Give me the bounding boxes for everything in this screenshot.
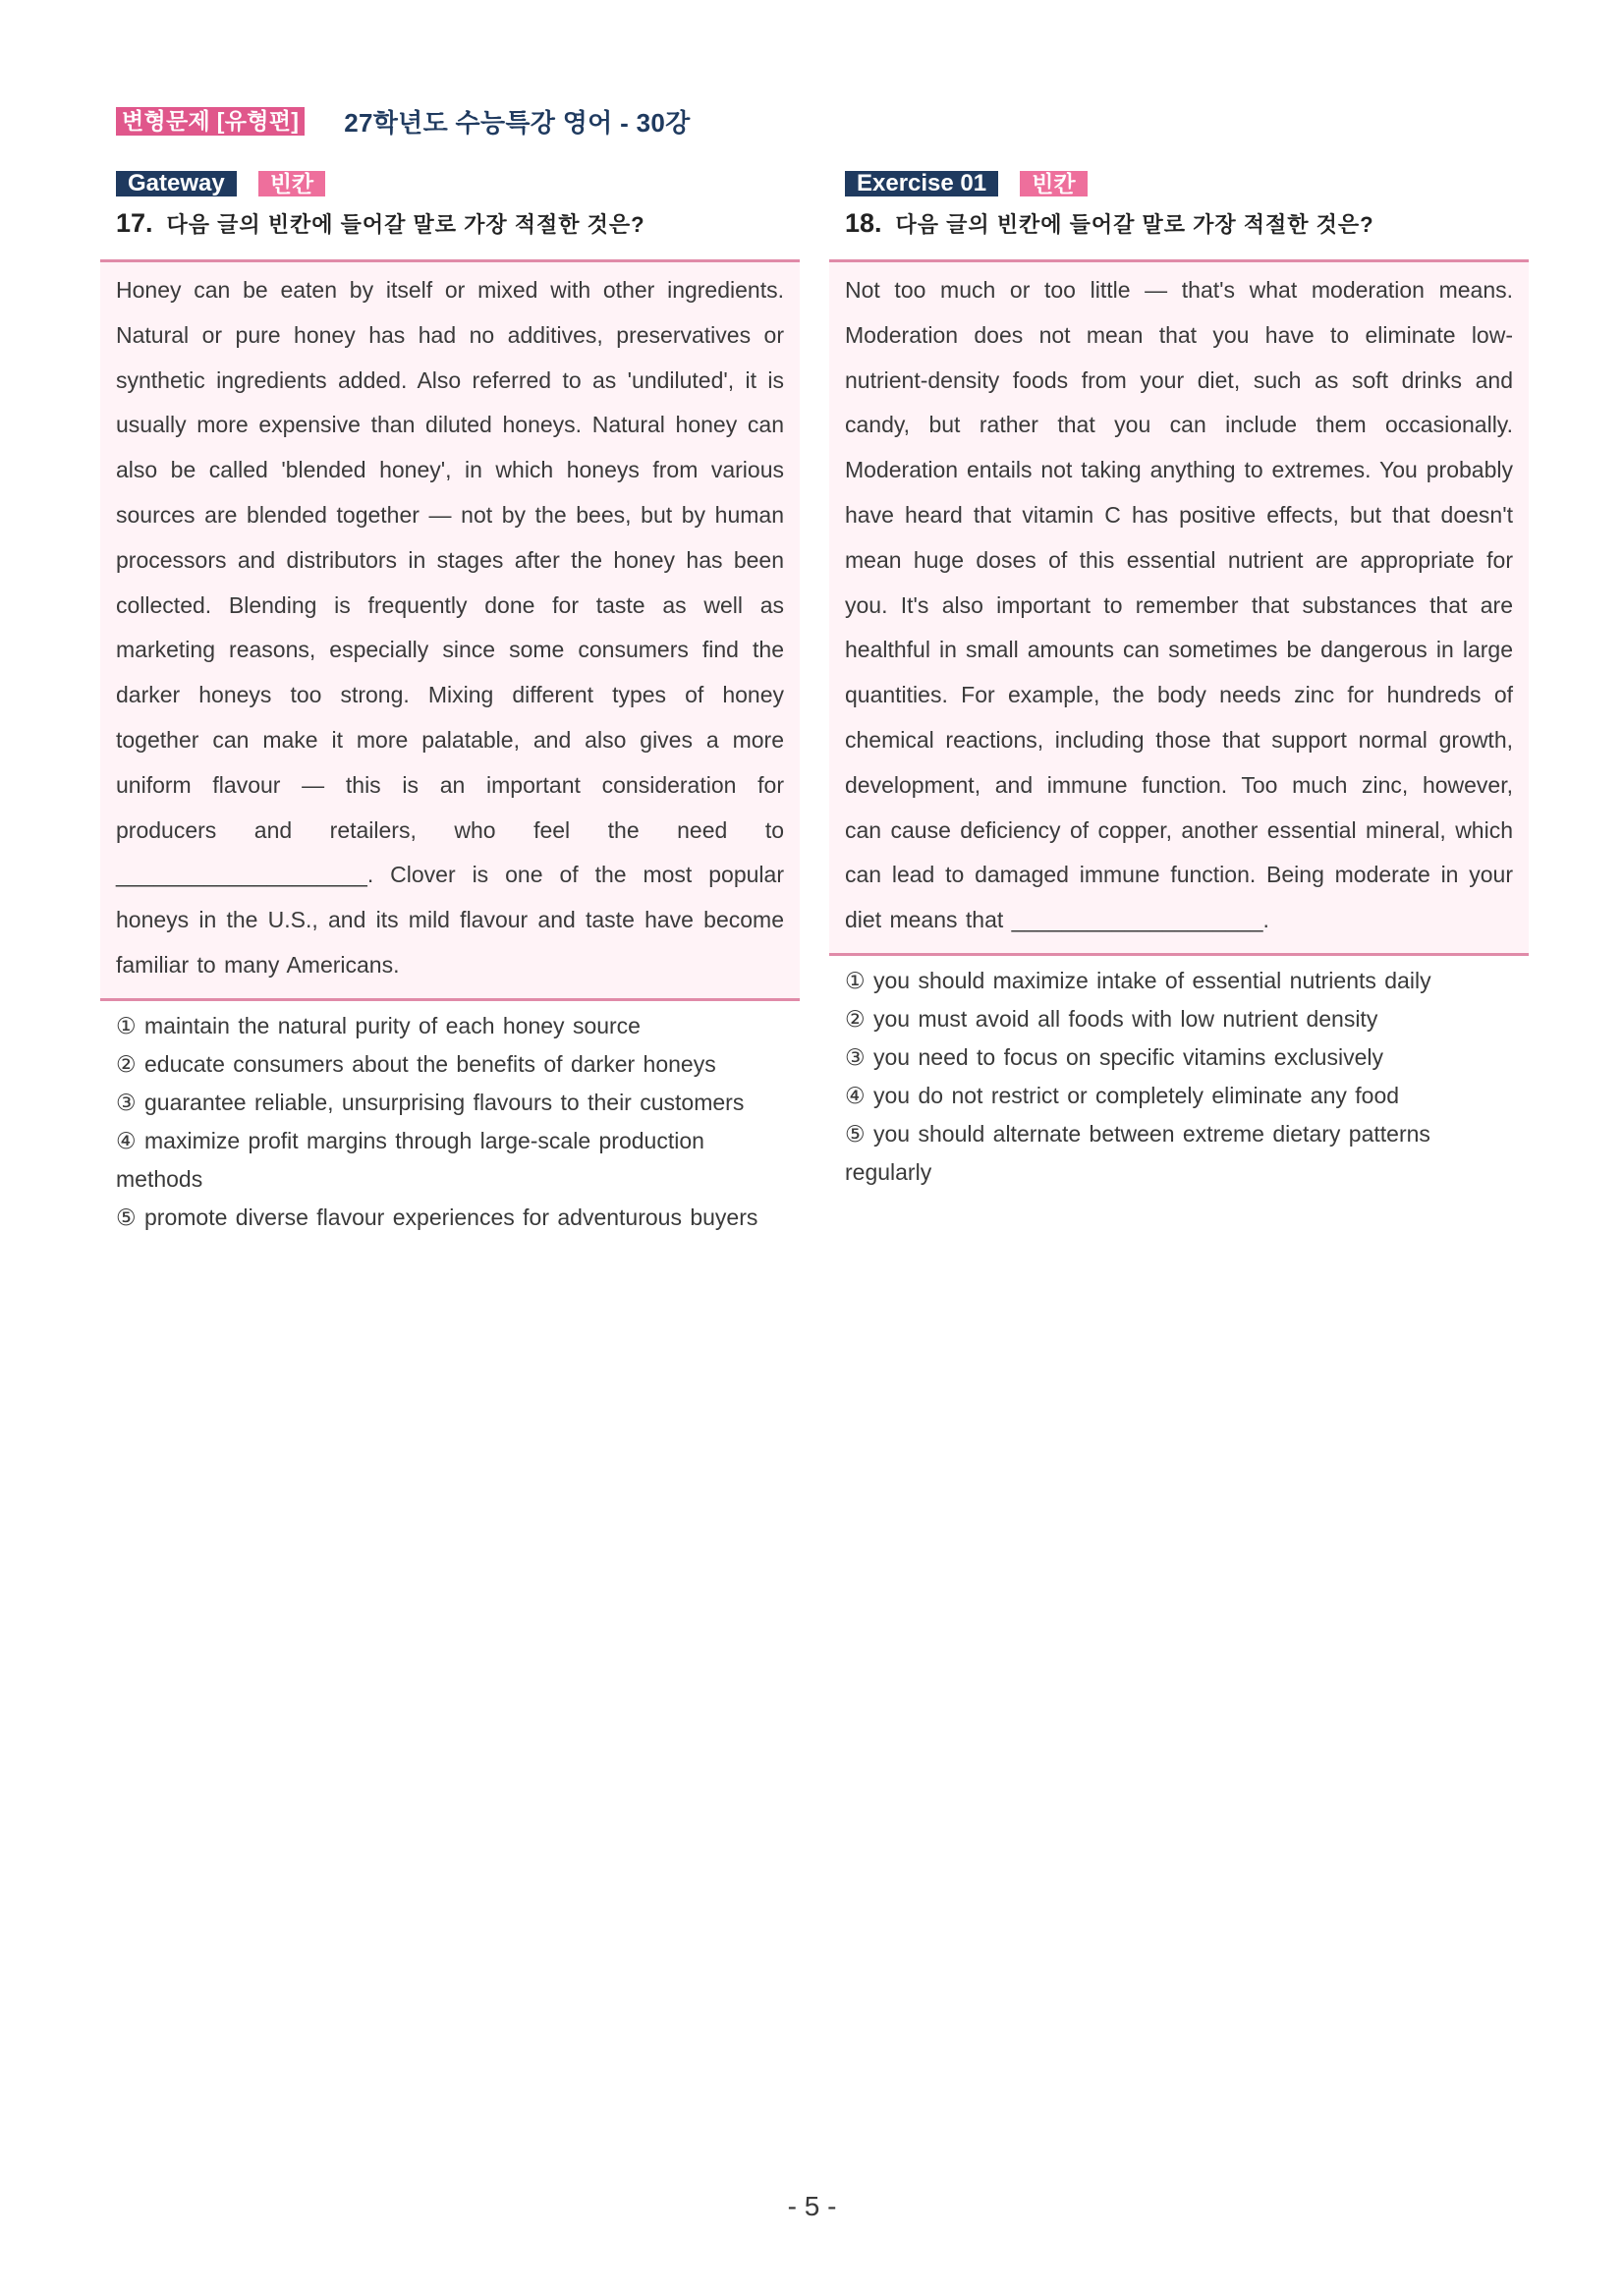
answer-option-2[interactable]: ② you must avoid all foods with low nutrient density bbox=[845, 1005, 1378, 1032]
question-block-17 bbox=[100, 171, 800, 1237]
question-prompt: 다음 글의 빈칸에 들어갈 말로 가장 적절한 것은? bbox=[895, 212, 1374, 237]
answer-option-3[interactable]: ③ you need to focus on specific vitamins exclusively bbox=[845, 1043, 1383, 1070]
answer-option-2[interactable]: ② educate consumers about the benefits of darker honeys bbox=[116, 1050, 716, 1077]
answer-option-1[interactable]: ① maintain the natural purity of each honey source bbox=[116, 1012, 641, 1038]
answer-option-5[interactable]: ⑤ you should alternate between extreme dietary patterns regularly bbox=[845, 1120, 1430, 1185]
category-badge: 변형문제 [유형편] bbox=[116, 107, 305, 136]
passage-box bbox=[829, 259, 1529, 956]
answer-option-5[interactable]: ⑤ promote diverse flavour experiences for adventurous buyers bbox=[116, 1204, 758, 1230]
page-header bbox=[116, 104, 691, 138]
answer-option-3[interactable]: ③ guarantee reliable, unsurprising flavours to their customers bbox=[116, 1089, 745, 1115]
question-type-tag: 빈칸 bbox=[258, 171, 325, 196]
passage-box bbox=[100, 259, 800, 1001]
exercise-tag: Exercise 01 bbox=[845, 171, 998, 196]
page-title: 27학년도 수능특강 영어 - 30강 bbox=[344, 107, 691, 138]
question-heading bbox=[100, 208, 800, 242]
gateway-tag: Gateway bbox=[116, 171, 237, 196]
question-number: 17. bbox=[116, 208, 153, 238]
answer-options bbox=[829, 962, 1529, 1192]
question-tags bbox=[829, 171, 1529, 196]
answer-option-4[interactable]: ④ you do not restrict or completely eliminate any food bbox=[845, 1082, 1400, 1108]
answer-option-1[interactable]: ① you should maximize intake of essential nutrients daily bbox=[845, 967, 1431, 993]
question-heading bbox=[829, 208, 1529, 242]
page-number: - 5 - bbox=[787, 2191, 837, 2221]
question-type-tag: 빈칸 bbox=[1020, 171, 1087, 196]
answer-option-4[interactable]: ④ maximize profit margins through large-scale production methods bbox=[116, 1127, 704, 1192]
question-prompt: 다음 글의 빈칸에 들어갈 말로 가장 적절한 것은? bbox=[166, 212, 645, 237]
question-number: 18. bbox=[845, 208, 882, 238]
passage-text: Not too much or too little — that's what moderation means. Moderation does not mean that you have to eliminate low-nutrient-density foods from your diet, such as soft drinks and candy, but rather that you can include them occasionally. Moderation entails not taking anything to extremes. You probably have heard that vitamin C has positive effects, but that doesn't mean huge doses of this essential nutrient are appropriate for you. It's also important to remember that substances that are healthful in small amounts can sometimes be dangerous in large quantities. For example, the body needs zinc for hundreds of chemical reactions, including those that support normal growth, development, and immune function. Too much zinc, however, can cause deficiency of copper, another essential mineral, which can lead to damaged immune function. Being moderate in your diet means that ____________________. bbox=[845, 277, 1513, 933]
answer-options bbox=[100, 1007, 800, 1237]
passage-text: Honey can be eaten by itself or mixed with other ingredients. Natural or pure honey has had no additives, preservatives or synthetic ingredients added. Also referred to as 'undiluted', it is usually more expensive than diluted honeys. Natural honey can also be called 'blended honey', in which honeys from various sources are blended together — not by the bees, but by human processors and distributors in stages after the honey has been collected. Blending is frequently done for taste as well as marketing reasons, especially since some consumers find the darker honeys too strong. Mixing different types of honey together can make it more palatable, and also gives a more uniform flavour — this is an important consideration for producers and retailers, who feel the need to ____________________. Clover is one of the most popular honeys in the U.S., and its mild flavour and taste have become familiar to many Americans. bbox=[116, 277, 784, 978]
question-tags bbox=[100, 171, 800, 196]
question-block-18 bbox=[829, 171, 1529, 1192]
